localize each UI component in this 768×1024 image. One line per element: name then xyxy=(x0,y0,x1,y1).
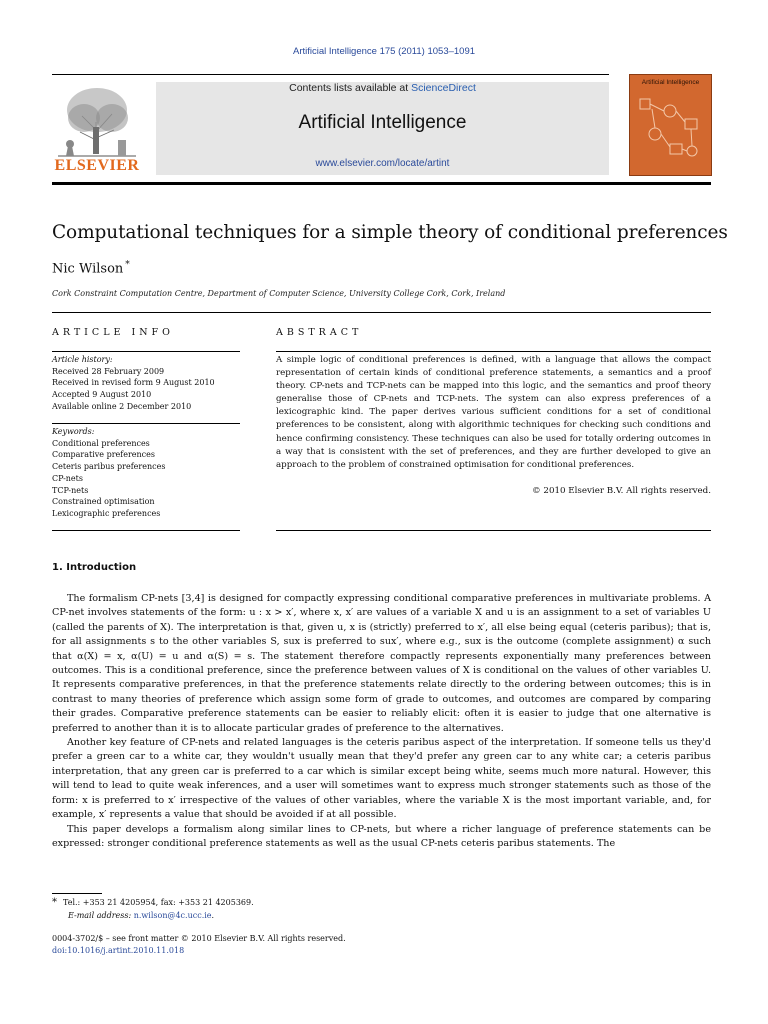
abstract-rule xyxy=(276,530,711,531)
article-info-heading: ARTICLE INFO xyxy=(52,327,174,338)
keywords-list xyxy=(52,426,242,520)
article-history xyxy=(52,354,242,413)
author-name[interactable]: Nic Wilson xyxy=(52,261,124,277)
abstract-rule xyxy=(276,351,711,352)
email-label: E-mail address: xyxy=(68,910,134,920)
header-rule xyxy=(52,74,609,75)
cover-title: Artificial Intelligence xyxy=(641,79,700,86)
journal-reference[interactable]: Artificial Intelligence 175 (2011) 1053–1091 xyxy=(292,46,476,57)
issn-block xyxy=(52,933,346,957)
keyword-item: Comparative preferences xyxy=(52,450,155,460)
introduction-body xyxy=(52,592,711,851)
history-item: Received in revised form 9 August 2010 xyxy=(52,378,215,388)
abstract-text: A simple logic of conditional preferences is defined, with a language that allows the compact representation of certain kinds of conditional preference statements, a semantics and a proof theory. CP-nets and TCP-nets can be mapped into this logic, and the semantics and proof theory generalise those of CP-nets and TCP-nets. The system can also express preferences of a lexicographic kind. The paper derives various sufficient conditions for a set of conditional preferences to be consistent, along with algorithmic techniques for checking such conditions and hence confirming consistency. These techniques can also be used for totally ordering outcomes in a way that is consistent with the set of preferences, and they are further developed to give an approach to the problem of constrained optimisation for conditional preferences. xyxy=(276,355,711,470)
sciencedirect-link[interactable]: ScienceDirect xyxy=(411,82,476,94)
journal-cover-image xyxy=(629,74,712,176)
abstract-copyright: © 2010 Elsevier B.V. All rights reserved. xyxy=(531,486,711,496)
article-info-rule xyxy=(52,351,240,352)
journal-url-link[interactable]: www.elsevier.com/locate/artint xyxy=(315,158,450,169)
author-line xyxy=(52,260,130,276)
journal-name: Artificial Intelligence xyxy=(298,112,467,133)
keyword-item: CP-nets xyxy=(52,473,83,483)
email-end: . xyxy=(211,910,215,920)
abstract-heading: ABSTRACT xyxy=(276,327,363,338)
keyword-item: Ceteris paribus preferences xyxy=(52,462,166,472)
article-info-rule xyxy=(52,530,240,531)
section-heading-introduction: 1. Introduction xyxy=(52,562,137,573)
keyword-item: TCP-nets xyxy=(52,485,89,495)
paragraph: Another key feature of CP-nets and related languages is the ceteris paribus aspect of the interpretation. If someone tells us they'd prefer a green car to a white car, they wouldn't usually mean that they'd prefer any green car to any white car; a ceteris paribus interpretation, that any green car is preferred to a car which is similar except being white, seems much more natural. However, this will tend to lead to quite weak inferences, and a user will sometimes want to express much stronger statements such as those of the form: x is preferred to x′ irrespective of the values of other variables, where the variable X is the most important variable, and, for example, x′ represents a value that should be avoided if at all possible. xyxy=(52,737,711,821)
keywords-label: Keywords: xyxy=(52,427,95,436)
paragraph: This paper develops a formalism along similar lines to CP-nets, but where a richer language of preference statements can be expressed: stronger conditional preference statements as well as the usual CP-nets ceteris paribus statements. The xyxy=(52,823,711,849)
section-rule xyxy=(52,312,711,313)
paragraph: The formalism CP-nets [3,4] is designed for compactly expressing conditional comparative preferences in multivariate problems. A CP-net involves statements of the form: u : x > x′, where x, x′ are values of a variable X and u is an assignment to a set of variables U (called the parents of X). The interpretation is that, given u, x is (strictly) preferred to x′, all else being equal (ceteris paribus); that is, for all assignments s to the other variables S, sux is preferred to sux′, where e.g., sux is the outcome (complete assignment) α such that α(X) = x, α(U) = u and α(S) = s. The statement therefore compactly represents exponentially many preferences between outcomes. This is a conditional preference, since the preference between values of X is conditional on the values of other variables U. It represents comparative preferences, in that the preference statements relate directly to the ordering between outcomes; this is in contrast to many theories of preference which assign some form of grade to outcomes, and outcomes are compared by comparing their grades. Comparative preference statements can be easier to reliably elicit: often it is easier to judge that one alternative is preferred to another than it is to allocate particular grades of preference to the alternatives. xyxy=(52,593,711,734)
keyword-item: Conditional preferences xyxy=(52,438,150,448)
footnote-mark: * xyxy=(52,897,57,908)
affiliation: Cork Constraint Computation Centre, Department of Computer Science, University College Cork, Cork, Ireland xyxy=(52,289,506,298)
cover-graph-icon xyxy=(630,89,711,175)
history-item: Received 28 February 2009 xyxy=(52,366,165,376)
history-item: Accepted 9 August 2010 xyxy=(52,390,152,400)
contents-line xyxy=(156,82,609,94)
footnote-rule xyxy=(52,893,102,894)
footnote-tel: Tel.: +353 21 4205954, fax: +353 21 4205369. xyxy=(63,898,254,907)
footnote xyxy=(52,897,254,922)
keyword-item: Lexicographic preferences xyxy=(52,508,161,518)
publisher-name: ELSEVIER xyxy=(54,157,140,174)
history-label: Article history: xyxy=(52,355,113,364)
article-title: Computational techniques for a simple theory of conditional preferences xyxy=(52,222,728,243)
doi-link[interactable]: doi:10.1016/j.artint.2010.11.018 xyxy=(52,946,185,955)
article-info-rule xyxy=(52,423,240,424)
author-footnote-mark[interactable]: * xyxy=(125,260,130,270)
header-thick-rule xyxy=(52,182,711,185)
issn-line: 0004-3702/$ – see front matter © 2010 Elsevier B.V. All rights reserved. xyxy=(52,934,346,943)
keyword-item: Constrained optimisation xyxy=(52,497,155,507)
contents-prefix: Contents lists available at xyxy=(289,82,412,94)
email-link[interactable]: n.wilson@4c.ucc.ie xyxy=(133,910,212,920)
history-item: Available online 2 December 2010 xyxy=(52,401,192,411)
